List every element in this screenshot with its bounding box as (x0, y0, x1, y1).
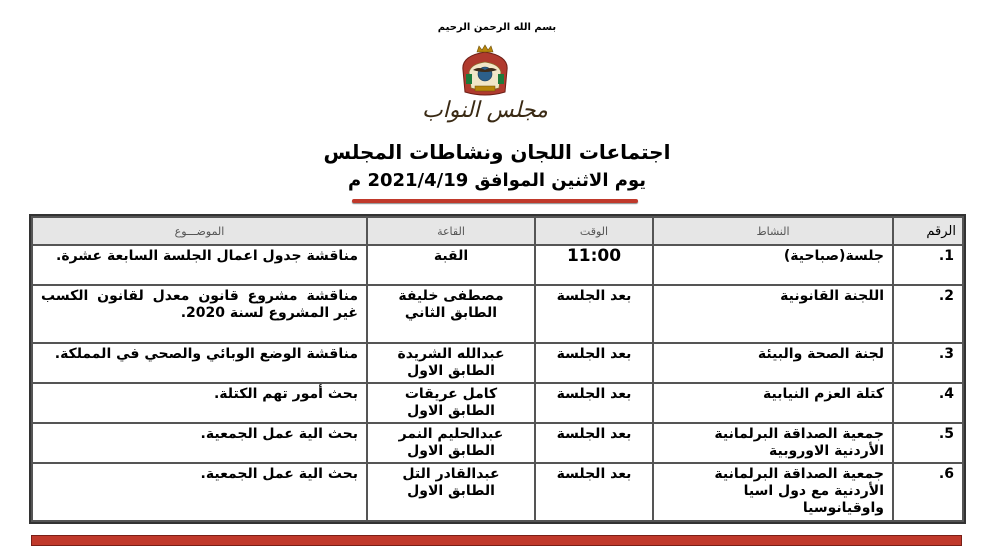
row-hall (367, 463, 535, 521)
column-header-topic: الموضـــوع (32, 217, 367, 245)
column-header-hall: القاعة (367, 217, 535, 245)
column-header-activity: النشاط (653, 217, 893, 245)
row-activity: جمعية الصداقة البرلمانية الأردنية الاوروبية (653, 423, 893, 463)
row-hall (367, 383, 535, 423)
parliament-logo-text: مجلس النواب (422, 98, 548, 123)
row-hall (367, 285, 535, 343)
row-number: 5. (893, 423, 963, 463)
date-underline (352, 199, 638, 203)
row-number: 1. (893, 245, 963, 285)
jordan-coat-of-arms-icon (457, 44, 513, 98)
row-number: 3. (893, 343, 963, 383)
row-activity: جمعية الصداقة البرلمانية الأردنية مع دول اسيا واوقيانوسيا (653, 463, 893, 521)
table-row (32, 383, 963, 423)
row-activity: كتلة العزم النيابية (653, 383, 893, 423)
row-topic: مناقشة جدول اعمال الجلسة السابعة عشرة. (32, 245, 367, 285)
hall-name: مصطفى خليفة (398, 288, 504, 304)
column-header-number: الرقم (893, 217, 963, 245)
row-topic: مناقشة مشروع قانون معدل لقانون الكسب غير المشروع لسنة 2020. (32, 285, 367, 343)
hall-name: القبة (433, 248, 469, 264)
hall-name: كامل عريقات (404, 386, 498, 402)
row-hall (367, 423, 535, 463)
row-time: بعد الجلسة (535, 343, 653, 383)
row-number: 6. (893, 463, 963, 521)
table-row (32, 245, 963, 285)
row-time: بعد الجلسة (535, 383, 653, 423)
table-row (32, 285, 963, 343)
table-header-row (32, 217, 963, 245)
hall-floor: الطابق الاول (407, 443, 495, 459)
hall-name: عبدالحليم النمر (398, 426, 504, 442)
hall-floor: الطابق الاول (407, 403, 495, 419)
basmala: بسم الله الرحمن الرحيم (437, 22, 557, 33)
row-time: بعد الجلسة (535, 285, 653, 343)
row-time: بعد الجلسة (535, 423, 653, 463)
page-title: اجتماعات اللجان ونشاطات المجلس (323, 140, 671, 164)
row-topic: مناقشة الوضع الوبائي والصحي في المملكة. (32, 343, 367, 383)
bottom-red-bar (31, 535, 962, 546)
row-topic: بحث أمور تهم الكتلة. (32, 383, 367, 423)
row-topic: بحث الية عمل الجمعية. (32, 463, 367, 521)
date-line: يوم الاثنين الموافق 2021/4/19 م (347, 170, 647, 191)
row-activity: جلسة(صباحية) (653, 245, 893, 285)
row-number: 2. (893, 285, 963, 343)
table-row (32, 343, 963, 383)
row-number: 4. (893, 383, 963, 423)
schedule-table (31, 216, 964, 522)
row-activity: اللجنة القانونية (653, 285, 893, 343)
table-row (32, 423, 963, 463)
column-header-time: الوقت (535, 217, 653, 245)
hall-floor: الطابق الاول (407, 483, 495, 499)
row-hall (367, 343, 535, 383)
row-time: 11:00 (535, 245, 653, 285)
row-time: بعد الجلسة (535, 463, 653, 521)
hall-floor: الطابق الاول (407, 363, 495, 379)
row-activity: لجنة الصحة والبيئة (653, 343, 893, 383)
hall-name: عبدالله الشريدة (397, 346, 505, 362)
hall-floor: الطابق الثاني (404, 305, 498, 321)
row-topic: بحث الية عمل الجمعية. (32, 423, 367, 463)
hall-name: عبدالقادر التل (402, 466, 500, 482)
table-row (32, 463, 963, 521)
row-hall (367, 245, 535, 285)
